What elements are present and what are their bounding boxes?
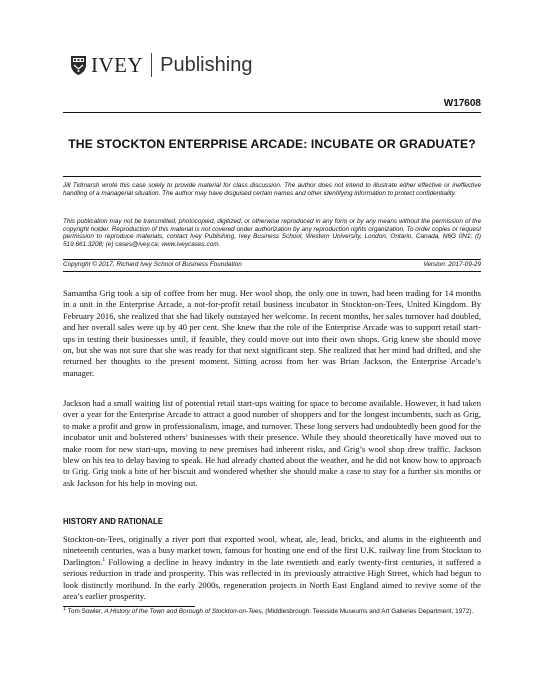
footnote-reference[interactable]: 1 (102, 556, 106, 563)
paragraph-3-text-a: Stockton-on-Tees, originally a river port that exported wool, wheat, ale, lead, bricks, and alums in the eighteenth and nineteenth centuries, was a busy market town, famous for hosting one end of the first U.K. railway line from Stockton to Darlington. (63, 534, 481, 567)
version-text: Version: 2017-09-29 (423, 261, 481, 268)
copyright-row (63, 261, 481, 268)
ivey-crest-icon (70, 54, 87, 76)
brand-name: IVEY (91, 52, 144, 77)
copyright-top-rule (63, 259, 481, 260)
copyright-bottom-rule (63, 271, 481, 272)
body-paragraph-3 (63, 534, 481, 602)
logo-divider (151, 53, 152, 77)
body-paragraph-2: Jackson had a small waiting list of potential retail start-ups waiting for space to become available. However, it had taken over a year for the Enterprise Arcade to attract a good number of shoppers and for the longest incumbents, such as Grig, to make a profit and grow in professionalism, image, and turnover. These long servers had undoubtedly been good for the incubator unit and bolstered others’ businesses with their presence. While they should theoretically have moved out to make room for new start-ups, moving to new premises had inherent risks, and Grig’s wool shop drew traffic. Jackson blew on his tea to delay having to speak. He had already chatted about the weather, and he did not know how to approach to Grig. Grig took a bite of her biscuit and wondered whether she should make a case to stay for a further six months or ask Jackson for his help in moving out. (63, 398, 481, 488)
section-heading: HISTORY AND RATIONALE (63, 517, 163, 526)
meta-top-rule (63, 176, 481, 177)
footnote-rule (63, 606, 195, 607)
footnote-details: , (Middlesbrough: Teesside Museums and Art Galleries Department, 1972). (261, 608, 474, 615)
footnote-work-title: A History of the Town and Borough of Stockton-on-Tees (104, 608, 262, 615)
copyright-text: Copyright © 2017, Richard Ivey School of Business Foundation (63, 261, 242, 268)
footnote (63, 605, 481, 616)
paragraph-3-text-b: Following a decline in heavy industry in the late twentieth and early twenty-first centuries, it suffered a serious reduction in trade and prosperity. This was reflected in its previously attractive High Street, which had begun to look distinctly moribund. In the early 2000s, regeneration projects in North East England aimed to revive some of the area’s earlier prosperity. (63, 556, 481, 602)
footnote-author: Tom Sowler, (66, 608, 105, 615)
case-title: THE STOCKTON ENTERPRISE ARCADE: INCUBATE OR GRADUATE? (68, 137, 476, 151)
publisher-name: Publishing (160, 53, 253, 76)
authorship-note: Jill Tidmarsh wrote this case solely to provide material for class discussion. The author does not intend to illustrate either effective or ineffective handling of a managerial situation. The author may have disguised certain names and other identifying information to protect confidentiality. (63, 182, 481, 197)
footnote-marker: 1 (63, 605, 67, 612)
case-number: W17608 (443, 98, 481, 109)
body-paragraph-1: Samantha Grig took a sip of coffee from her mug. Her wool shop, the only one in town, had been trading for 14 months in a unit in the Enterprise Arcade, a not-for-profit retail business incubator in Stockton-on-Tees, United Kingdom. By February 2016, she realized that she had likely outstayed her welcome. In recent months, her sales turnover had doubled, and her overall sales were up by 40 per cent. She knew that the role of the Enterprise Arcade was to support retail start-ups in testing their businesses until, if feasible, they could move out into their own shops. Grig knew she should move on, but she was not sure that she was ready for that next significant step. She realized that her mind had drifted, and she returned her thoughts to the present moment. Sitting across from her was Brian Jackson, the Enterprise Arcade’s manager. (63, 288, 481, 378)
permissions-note: This publication may not be transmitted, photocopied, digitized, or otherwise reproduced in any form or by any means without the permission of the copyright holder. Reproduction of this material is not covered under authorization by any reproduction rights organization. To order copies or request permission to reproduce materials, contact Ivey Publishing, Ivey Business School, Western University, London, Ontario, Canada, N6G 0N1; (t) 519.661.3208; (e) cases@ivey.ca; www.iveycases.com. (63, 218, 481, 248)
header-rule (63, 112, 481, 113)
ivey-publishing-logo (70, 52, 252, 78)
